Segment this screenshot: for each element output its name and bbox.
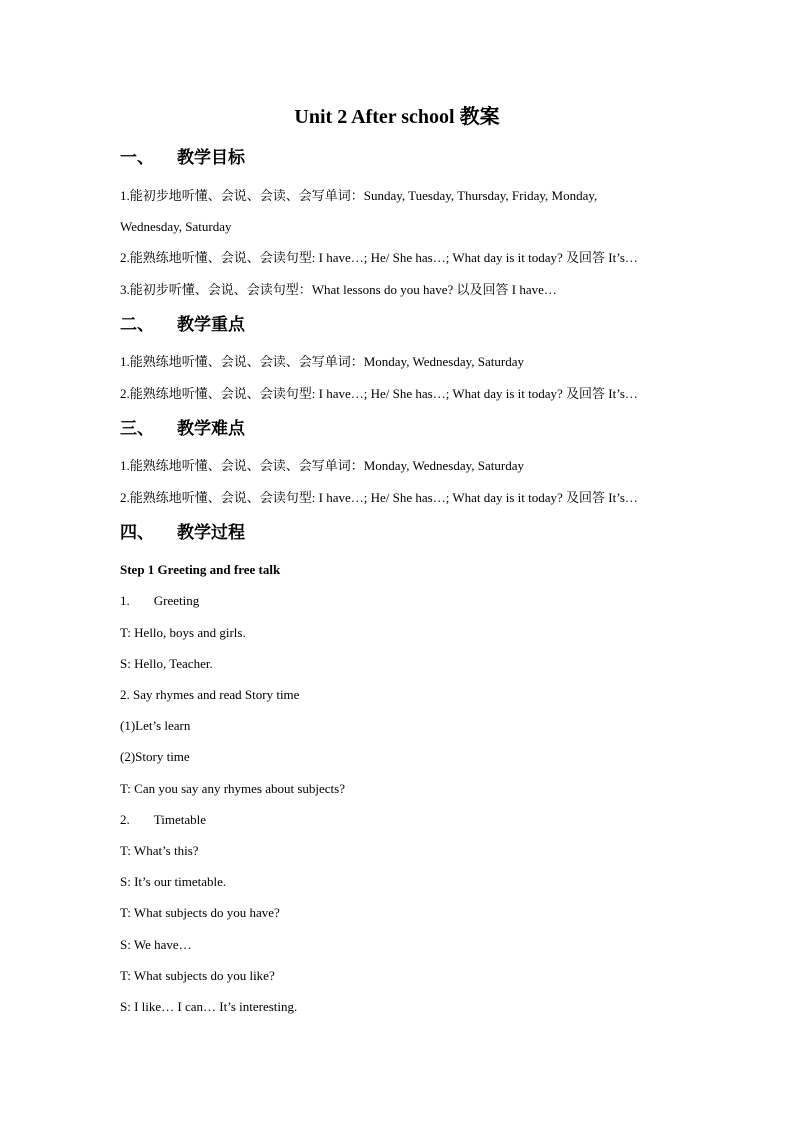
dialogue-line: T: Hello, boys and girls. [120,625,246,640]
section-number: 一、 [120,148,154,168]
paragraph-line: 2. Say rhymes and read Story time [120,687,300,702]
dialogue-line: S: Hello, Teacher. [120,656,213,671]
section-heading-objectives [120,146,245,170]
paragraph-line: 1.能熟练地听懂、会说、会读、会写单词：Monday, Wednesday, Saturday [120,458,524,473]
section-title: 教学难点 [177,419,245,439]
section-heading-key-points [120,313,245,337]
dialogue-line: S: It’s our timetable. [120,874,227,889]
paragraph-line: 3.能初步听懂、会说、会读句型：What lessons do you have? 以及回答 I have… [120,282,557,297]
section-heading-process [120,521,245,545]
item-number: 1. [120,593,130,608]
numbered-item [120,810,206,830]
document-title: Unit 2 After school 教案 [294,106,500,128]
numbered-item [120,591,199,611]
section-title: 教学重点 [177,315,245,335]
section-title: 教学过程 [177,523,245,543]
dialogue-line: T: What subjects do you have? [120,905,280,920]
dialogue-line: S: We have… [120,937,192,952]
paragraph-line: 2.能熟练地听懂、会说、会读句型: I have…; He/ She has…; What day is it today? 及回答 It’s… [120,386,638,401]
section-title: 教学目标 [177,148,245,168]
section-number: 二、 [120,315,154,335]
dialogue-line: T: What subjects do you like? [120,968,275,983]
section-heading-difficulties [120,417,245,441]
paragraph-line: 2.能熟练地听懂、会说、会读句型: I have…; He/ She has…; What day is it today? 及回答 It’s… [120,490,638,505]
paragraph-line: 1.能初步地听懂、会说、会读、会写单词：Sunday, Tuesday, Thursday, Friday, Monday, [120,188,598,203]
item-text: Greeting [153,593,200,608]
paragraph-line: (2)Story time [120,749,190,764]
section-number: 四、 [120,523,154,543]
item-number: 2. [120,812,130,827]
dialogue-line: T: Can you say any rhymes about subjects? [120,781,345,796]
step-title: Step 1 Greeting and free talk [120,562,281,577]
section-number: 三、 [120,419,154,439]
dialogue-line: T: What’s this? [120,843,199,858]
paragraph-line: 1.能熟练地听懂、会说、会读、会写单词：Monday, Wednesday, Saturday [120,354,524,369]
dialogue-line: S: I like… I can… It’s interesting. [120,999,298,1014]
paragraph-line: (1)Let’s learn [120,718,191,733]
paragraph-line: 2.能熟练地听懂、会说、会读句型: I have…; He/ She has…; What day is it today? 及回答 It’s… [120,250,638,265]
paragraph-line: Wednesday, Saturday [120,219,232,234]
item-text: Timetable [153,812,206,827]
